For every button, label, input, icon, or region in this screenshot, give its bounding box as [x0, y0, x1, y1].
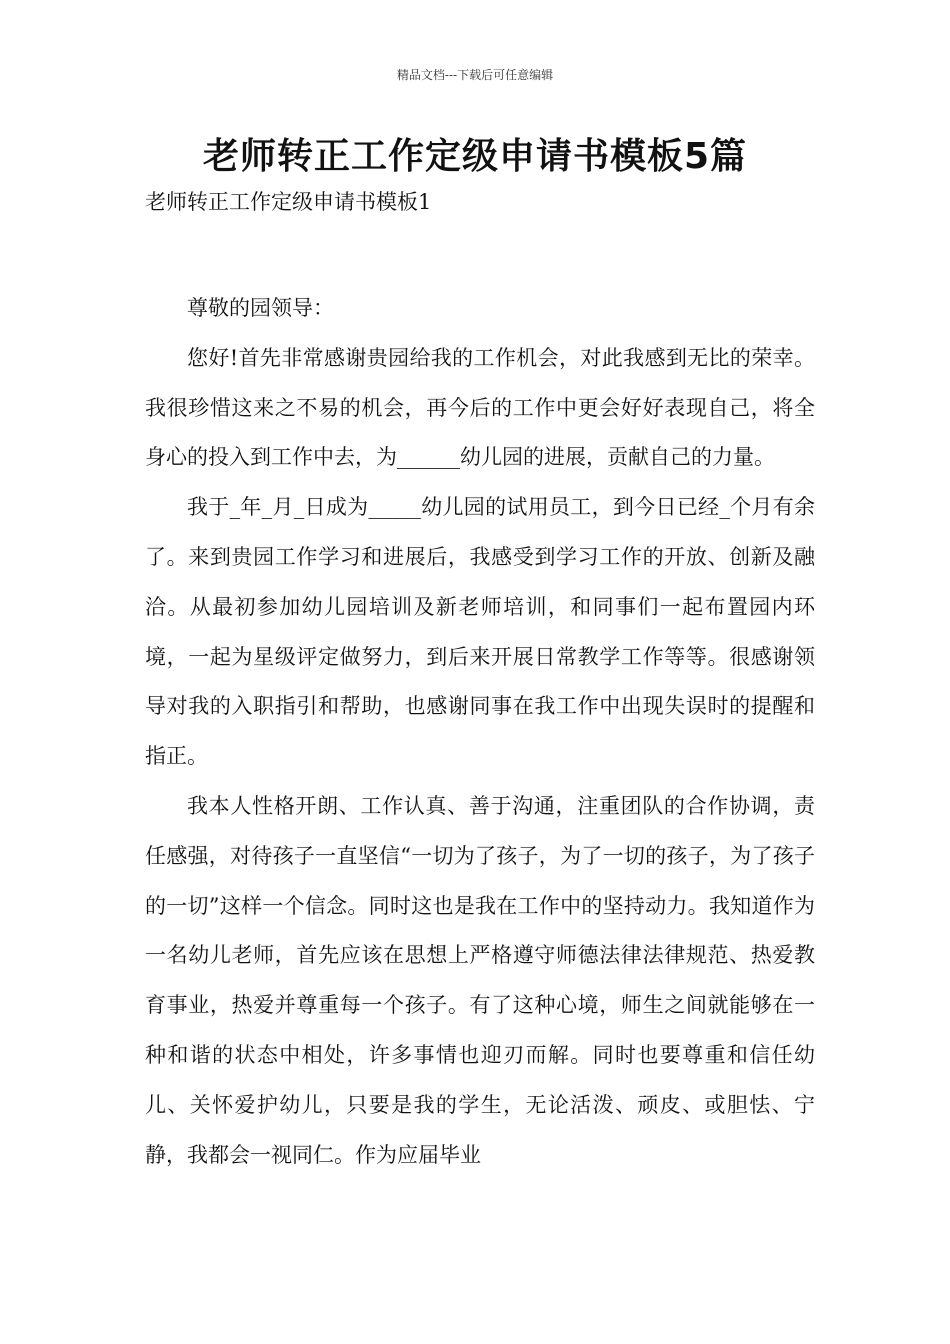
document-body — [145, 284, 815, 1180]
body-paragraph-2: 我于_年_月_日成为_____幼儿园的试用员工，到今日已经_个月有余了。来到贵园工作学习和进展后，我感受到学习工作的开放、创新及融洽。从最初参加幼儿园培训及新老师培训，和同事们一起布置园内环境，一起为星级评定做努力，到后来开展日常教学工作等等。很感谢领导对我的入职指引和帮助，也感谢同事在我工作中出现失误时的提醒和指正。 — [145, 495, 815, 769]
document-subtitle: 老师转正工作定级申请书模板1 — [145, 190, 432, 214]
greeting-paragraph: 尊敬的园领导： — [187, 296, 334, 320]
document-title: 老师转正工作定级申请书模板5篇 — [202, 136, 748, 177]
body-paragraph-1: 您好!首先非常感谢贵园给我的工作机会，对此我感到无比的荣幸。我很珍惜这来之不易的机会，再今后的工作中更会好好表现自己，将全身心的投入到工作中去，为______幼儿园的进展，贡献自己的力量。 — [145, 345, 815, 470]
body-paragraph-3: 我本人性格开朗、工作认真、善于沟通，注重团队的合作协调，责任感强，对待孩子一直坚信“一切为了孩子，为了一切的孩子，为了孩子的一切”这样一个信念。同时这也是我在工作中的坚持动力。我知道作为一名幼儿老师，首先应该在思想上严格遵守师德法律法律规范、热爱教育事业，热爱并尊重每一个孩子。有了这种心境，师生之间就能够在一种和谐的状态中相处，许多事情也迎刃而解。同时也要尊重和信任幼儿、关怀爱护幼儿，只要是我的学生，无论活泼、顽皮、或胆怯、宁静，我都会一视同仁。作为应届毕业 — [145, 793, 815, 1167]
page-header-note: 精品文档---下载后可任意编辑 — [396, 68, 554, 82]
